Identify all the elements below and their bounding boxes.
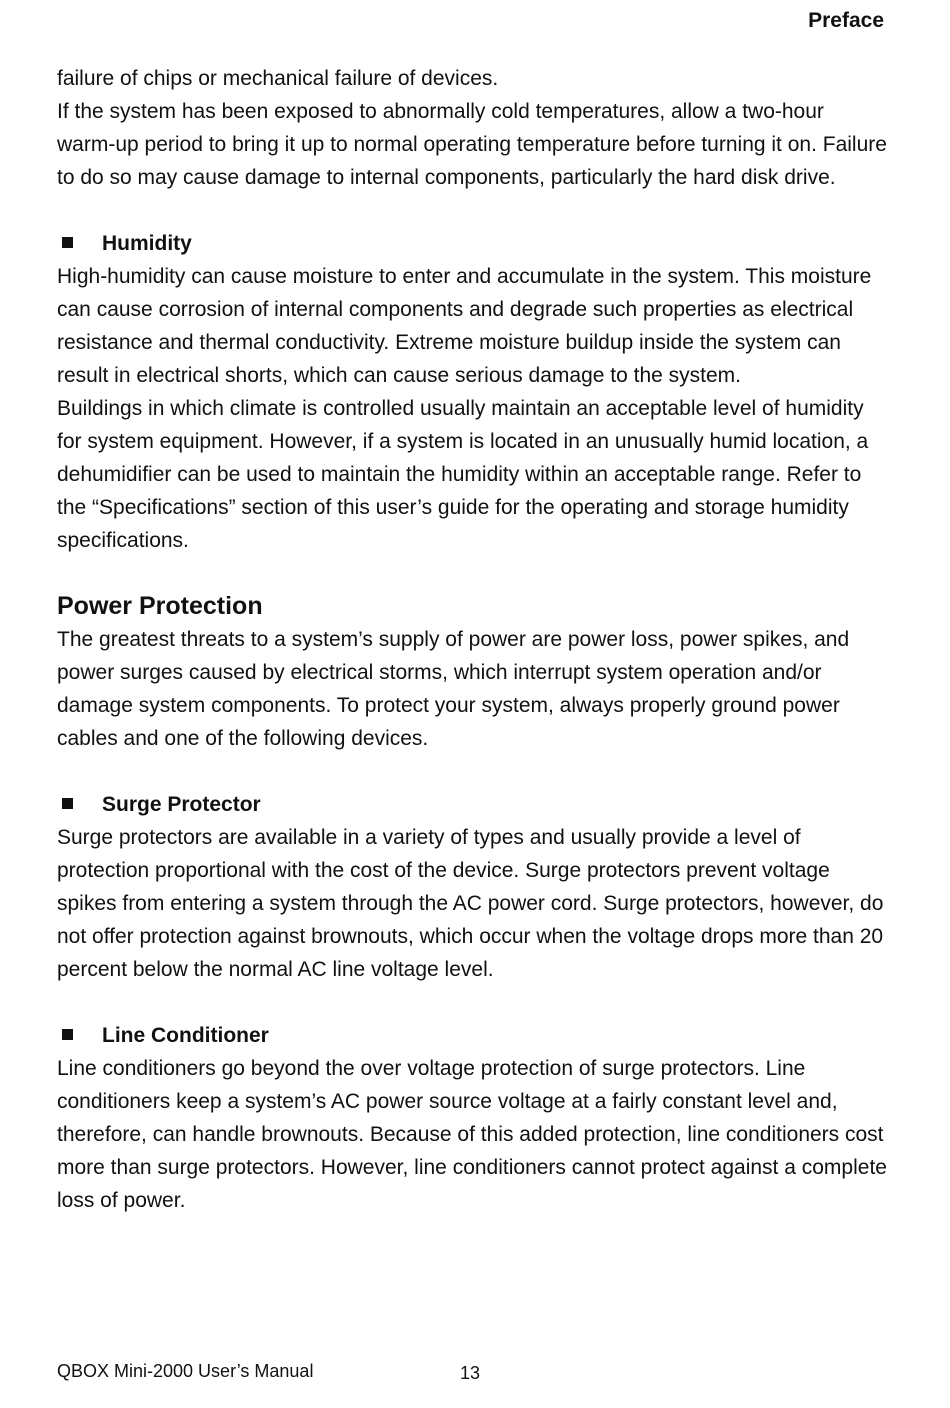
page-content [57, 62, 887, 1217]
spacer [57, 194, 887, 227]
surge-protector-body: Surge protectors are available in a variety of types and usually provide a level of protection proportional with the cost of the device. Surge protectors prevent voltage spikes from entering a system through the AC power cord. Surge protectors, however, do not offer protection against brownouts, which occur when the voltage drops more than 20 percent below the normal AC line voltage level. [57, 826, 884, 981]
intro-continuation: failure of chips or mechanical failure of devices. [57, 67, 499, 90]
spacer [57, 755, 887, 788]
square-bullet-icon [62, 798, 73, 809]
line-conditioner-heading-label: Line Conditioner [102, 1024, 269, 1047]
humidity-paragraph-1: High-humidity can cause moisture to enter and accumulate in the system. This moisture can cause corrosion of internal components and degrade such properties as electrical resistance and thermal conductivity. Extreme moisture buildup inside the system can result in electrical shorts, which can cause serious damage to the system. [57, 265, 872, 387]
line-conditioner-heading [102, 1019, 887, 1052]
surge-protector-heading-label: Surge Protector [102, 793, 261, 816]
spacer [57, 557, 887, 590]
square-bullet-icon [62, 1029, 73, 1040]
humidity-heading-label: Humidity [102, 232, 192, 255]
page-header-title: Preface [808, 9, 884, 32]
humidity-paragraph-2: Buildings in which climate is controlled usually maintain an acceptable level of humidity for system equipment. However, if a system is located in an unusually humid location, a dehumidifier can be used to maintain the humidity within an acceptable range. Refer to the “Specifications” section of this user’s guide for the operating and storage humidity specifications. [57, 397, 869, 552]
intro-cold-temperature-note: If the system has been exposed to abnormally cold temperatures, allow a two-hour warm-up period to bring it up to normal operating temperature before turning it on. Failure to do so may cause damage to internal components, particularly the hard disk drive. [57, 100, 887, 189]
power-protection-body: The greatest threats to a system’s supply of power are power loss, power spikes, and power surges caused by electrical storms, which interrupt system operation and/or damage system components. To protect your system, always properly ground power cables and one of the following devices. [57, 628, 850, 750]
footer-manual-title: QBOX Mini-2000 User’s Manual [57, 1361, 314, 1381]
square-bullet-icon [62, 237, 73, 248]
spacer [57, 986, 887, 1019]
humidity-heading [102, 227, 887, 260]
surge-protector-heading [102, 788, 887, 821]
line-conditioner-body: Line conditioners go beyond the over voltage protection of surge protectors. Line conditioners keep a system’s AC power source voltage at a fairly constant level and, therefore, can handle brownouts. Because of this added protection, line conditioners cost more than surge protectors. However, line conditioners cannot protect against a complete loss of power. [57, 1057, 887, 1212]
footer-page-number: 13 [460, 1363, 481, 1383]
power-protection-heading: Power Protection [57, 592, 263, 620]
